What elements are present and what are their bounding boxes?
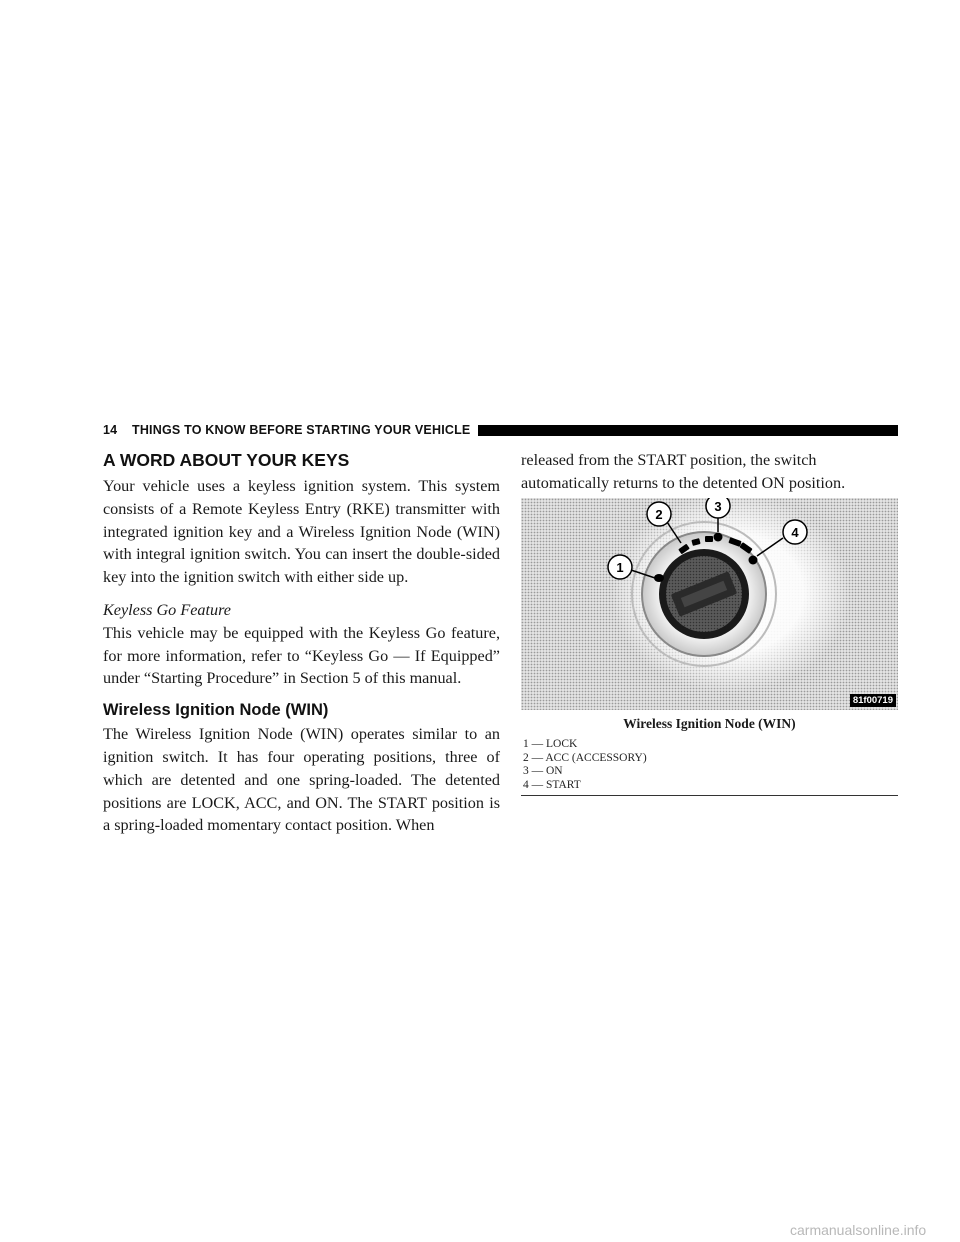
acc-marker-c [705,536,713,542]
callout-4 [783,520,807,544]
legend-rule [521,795,898,796]
legend-item-lock: 1 — LOCK [523,738,578,750]
keyless-go-paragraph: This vehicle may be equipped with the Keyless Go feature, for more information, refer to “Keyless Go — If Equipped” under “Starting Procedure” in Section 5 of this manual. [103,623,500,688]
continuation-paragraph: released from the START position, the switch automatically returns to the detented ON position. [521,451,846,492]
running-head-text: 14 THINGS TO KNOW BEFORE STARTING YOUR VEHICLE [103,423,471,437]
running-head [103,421,898,439]
win-paragraph: The Wireless Ignition Node (WIN) operates similar to an ignition switch. It has four operating positions, three of which are detented and one spring-loaded. The detented positions are LOCK, ACC, and ON. The START position is a spring-loaded momentary contact position. When [103,725,500,835]
on-marker [714,533,723,542]
keyless-go-subheading: Keyless Go Feature [103,600,231,619]
callout-2-label: 2 [655,507,663,522]
right-column [521,449,898,495]
figure-legend [523,738,898,792]
figure-caption: Wireless Ignition Node (WIN) [623,716,796,731]
running-head-bar [478,425,898,436]
callout-3-label: 3 [714,499,722,514]
legend-item-start: 4 — START [523,778,581,791]
left-column [103,449,500,837]
ignition-node-figure [521,498,898,710]
callout-2 [647,502,671,526]
callout-1-label: 1 [616,560,624,575]
intro-paragraph: Your vehicle uses a keyless ignition system. This system consists of a Remote Keyless Entry (RKE) transmitter with integrated ignition key and a Wireless Ignition Node (WIN) with integral ignition switch. You can insert the double-sided key into the ignition switch with either side up. [103,477,500,587]
callout-1 [608,555,632,579]
figure-image-id: 81f00719 [850,694,896,707]
legend-item-on: 3 — ON [523,765,563,777]
ignition-node-illustration [521,498,898,710]
callout-4-label: 4 [791,525,799,540]
legend-item-acc: 2 — ACC (ACCESSORY) [523,751,647,764]
watermark-text: carmanualsonline.info [790,1222,927,1238]
lock-marker [654,574,664,582]
win-heading: Wireless Ignition Node (WIN) [103,701,329,720]
callout-3 [706,498,730,518]
section-heading-keys: A WORD ABOUT YOUR KEYS [103,450,350,470]
start-marker [749,556,758,565]
